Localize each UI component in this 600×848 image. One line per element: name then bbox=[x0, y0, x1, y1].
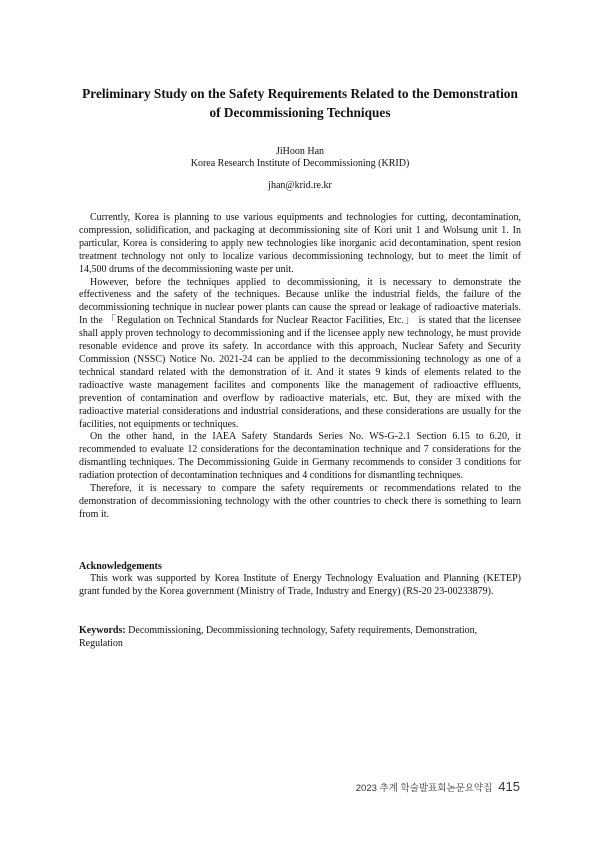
paragraph-2: However, before the techniques applied to decommissioning, it is necessary to demonstrate the effectiveness and the safety of the techniques. Because unlike the industrial fields, the failure of the decommissioning technique in nuclear power plants can cause the spread or leakage of radioactive materials. In the 「Regulation on Technical Standards for Nuclear Reactor Facilities, Etc.」 is stated that the licensee shall apply proven technology to decommissioning and if the licensee apply new technology, he must provide resonable evidence and prove its safety. In accordance with this approach, Nuclear Safety and Security Commission (NSSC) Notice No. 2021-24 can be applied to the decommissioning technology as one of a technical standard related with the demonstration of it. And it states 9 kinds of elements related to the radioactive waste management facilites and components like the management of radioactive effluents, prevention of contamination and overflow by radioactive materials, etc. But, they are mixed with the radioactive material considerations and industrial considerations, and these considerations are usually for the facilities, not equipments or techniques. bbox=[79, 276, 521, 430]
keywords-label: Keywords: bbox=[79, 625, 126, 636]
acknowledgements-text: This work was supported by Korea Institute of Energy Technology Evaluation and Planning (KETEP) grant funded by the Korea government (Ministry of Trade, Industry and Energy) (RS-20 23-00233879). bbox=[79, 573, 521, 597]
title-line-2: of Decommissioning Techniques bbox=[209, 105, 391, 120]
paragraph-3: On the other hand, in the IAEA Safety Standards Series No. WS-G-2.1 Section 6.15 to 6.20, it recommended to evaluate 12 considerations for the decontamination technique and 7 considerations for the dismantling techniques. The Decommissioning Guide in Germany recommends to consider 3 conditions for radiation protection of decontamination techniques and 4 conditions for dismantling techniques. bbox=[79, 431, 521, 482]
proceedings-title: 2023 추계 학술발표회논문요약집 bbox=[355, 783, 493, 794]
keywords bbox=[79, 625, 521, 651]
paragraph-1: Currently, Korea is planning to use various equipments and technologies for cutting, decontamination, compression, solidification, and packaging at decommissioning site of Kori unit 1 and Wolsung unit 1. In particular, Korea is considering to apply new technologies like inorganic acid decontamination, spent resion treatment technology not only to localize various decommissioning technology, but to meet the limit of 14,500 drums of the decommissioning waste per unit. bbox=[79, 212, 521, 275]
keywords-text: Decommissioning, Decommissioning technology, Safety requirements, Demonstration, Regulation bbox=[79, 625, 478, 649]
paper-title bbox=[70, 84, 530, 122]
page-footer bbox=[356, 780, 520, 796]
author-affiliation: Korea Research Institute of Decommissioning (KRID) bbox=[190, 158, 410, 169]
title-line-1: Preliminary Study on the Safety Requirements Related to the Demonstration bbox=[82, 86, 518, 101]
acknowledgements-heading: Acknowledgements bbox=[79, 561, 162, 572]
page-number: 415 bbox=[498, 779, 520, 794]
author-email: jhan@krid.re.kr bbox=[268, 180, 332, 191]
paragraph-4: Therefore, it is necessary to compare the safety requirements or recommendations related to the demonstration of decommissioning technology with the other countries to check there is something to learn from it. bbox=[79, 483, 521, 520]
author-name: JiHoon Han bbox=[275, 146, 325, 157]
abstract-body bbox=[79, 212, 521, 522]
